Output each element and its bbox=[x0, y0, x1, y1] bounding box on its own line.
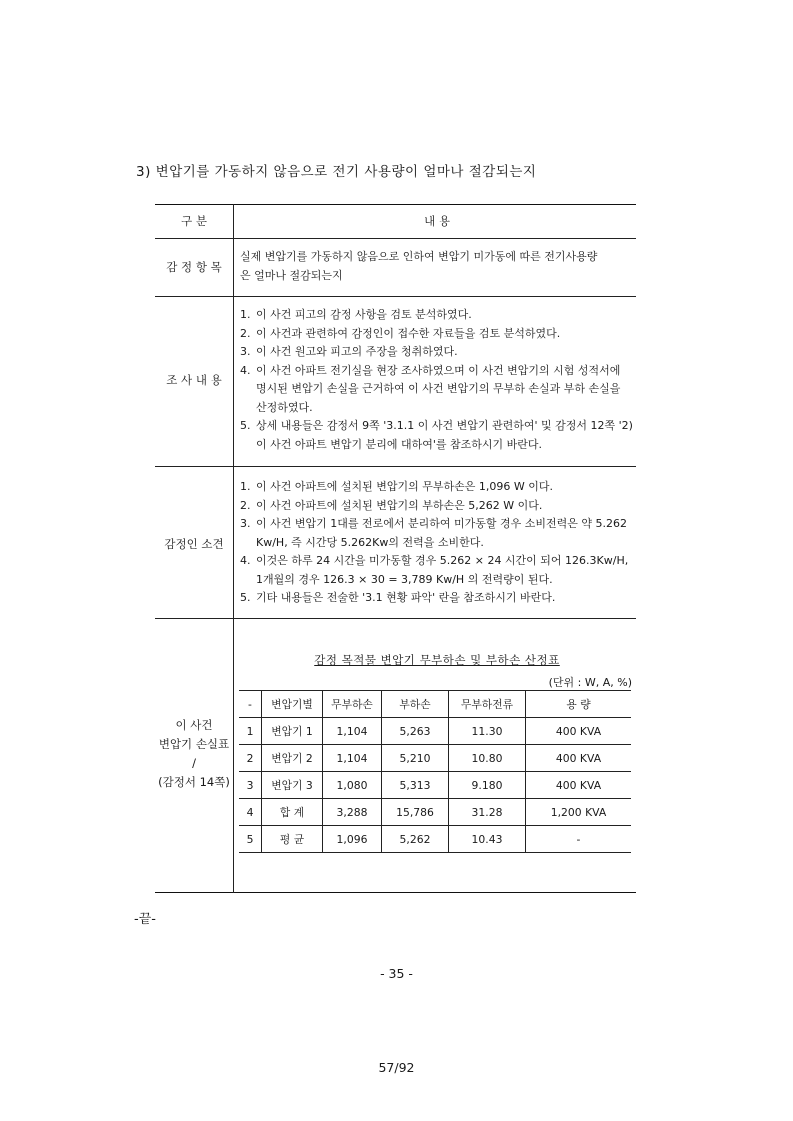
list-item: 1. 이 사건 피고의 감정 사항을 검토 분석하였다. bbox=[240, 308, 472, 321]
column-header: 부하손 bbox=[382, 691, 449, 718]
investigation-content bbox=[240, 306, 634, 454]
list-item: 5. 기타 내용들은 전술한 '3.1 현황 파악' 란을 참조하시기 바란다. bbox=[240, 591, 556, 604]
table-row: 5 평 균 1,096 5,262 10.43 - bbox=[239, 826, 631, 853]
column-header: 무부하전류 bbox=[449, 691, 526, 718]
table-row: 2 변압기 2 1,104 5,210 10.80 400 KVA bbox=[239, 745, 631, 772]
list-item: 1. 이 사건 아파트에 설치된 변압기의 무부하손은 1,096 W 이다. bbox=[240, 480, 553, 493]
table-row: 4 합 계 3,288 15,786 31.28 1,200 KVA bbox=[239, 799, 631, 826]
row-rule bbox=[155, 296, 636, 297]
table-header-row bbox=[239, 691, 631, 718]
row-label-investigation: 조 사 내 용 bbox=[166, 373, 222, 387]
table-bottom-rule bbox=[155, 892, 636, 893]
end-mark: -끝- bbox=[134, 912, 156, 927]
transformer-loss-table bbox=[239, 690, 631, 853]
list-item: 2. 이 사건 아파트에 설치된 변압기의 부하손은 5,262 W 이다. bbox=[240, 498, 543, 512]
column-header: 변압기별 bbox=[262, 691, 323, 718]
column-header: - bbox=[239, 691, 262, 718]
list-item: 3. 이 사건 원고와 피고의 주장을 청취하였다. bbox=[240, 345, 458, 358]
row-label-appraisal-item: 감 정 항 목 bbox=[166, 260, 222, 274]
page-counter: 57/92 bbox=[378, 1060, 415, 1075]
section-heading: 3) 변압기를 가동하지 않음으로 전기 사용량이 얼마나 절감되는지 bbox=[136, 164, 537, 180]
unit-note: (단위 : W, A, %) bbox=[548, 676, 632, 689]
row-rule bbox=[155, 466, 636, 467]
page-number: - 35 - bbox=[380, 966, 413, 981]
list-item: 4. 이 사건 아파트 전기실을 현장 조사하였으며 이 사건 변압기의 시험 성적서에 명시된 변압기 손실을 근거하여 이 사건 변압기의 무부하 손실과 부하 손실을 산정하였다. bbox=[240, 363, 621, 414]
row-label-opinion: 감정인 소견 bbox=[164, 537, 224, 551]
table-top-rule bbox=[155, 204, 636, 205]
list-item: 4. 이것은 하루 24 시간을 미가동할 경우 5.262 × 24 시간이 되어 126.3Kw/H, 1개월의 경우 126.3 × 30 = 3,789 Kw/H 의 전력량이 된다. bbox=[240, 554, 629, 586]
header-rule bbox=[155, 238, 636, 239]
row-rule bbox=[155, 618, 636, 619]
column-header: 용 량 bbox=[526, 691, 632, 718]
row-label-loss-table: 이 사건 변압기 손실표 / (감정서 14쪽) bbox=[158, 718, 230, 789]
opinion-content bbox=[240, 478, 634, 608]
column-divider bbox=[233, 204, 234, 893]
list-item: 2. 이 사건과 관련하여 감정인이 접수한 자료들을 검토 분석하였다. bbox=[240, 326, 561, 340]
table-row: 1 변압기 1 1,104 5,263 11.30 400 KVA bbox=[239, 718, 631, 745]
appraisal-table bbox=[155, 204, 636, 893]
column-header: 무부하손 bbox=[323, 691, 382, 718]
loss-table-title: 감정 목적물 변압기 무부하손 및 부하손 산정표 bbox=[314, 653, 560, 667]
table-row: 3 변압기 3 1,080 5,313 9.180 400 KVA bbox=[239, 772, 631, 799]
list-item: 3. 이 사건 변압기 1대를 전로에서 분리하여 미가동할 경우 소비전력은 약 5.262 Kw/H, 즉 시간당 5.262Kw의 전력을 소비한다. bbox=[240, 517, 627, 549]
header-category: 구 분 bbox=[181, 214, 207, 228]
list-item: 5. 상세 내용들은 감정서 9쪽 '3.1.1 이 사건 변압기 관련하여' 및 감정서 12쪽 '2) 이 사건 아파트 변압기 분리에 대하여'를 참조하시기 바란다. bbox=[240, 419, 633, 451]
header-content: 내 용 bbox=[424, 214, 450, 228]
appraisal-item-content: 실제 변압기를 가동하지 않음으로 인하여 변압기 미가동에 따른 전기사용량 은 얼마나 절감되는지 bbox=[240, 250, 598, 282]
